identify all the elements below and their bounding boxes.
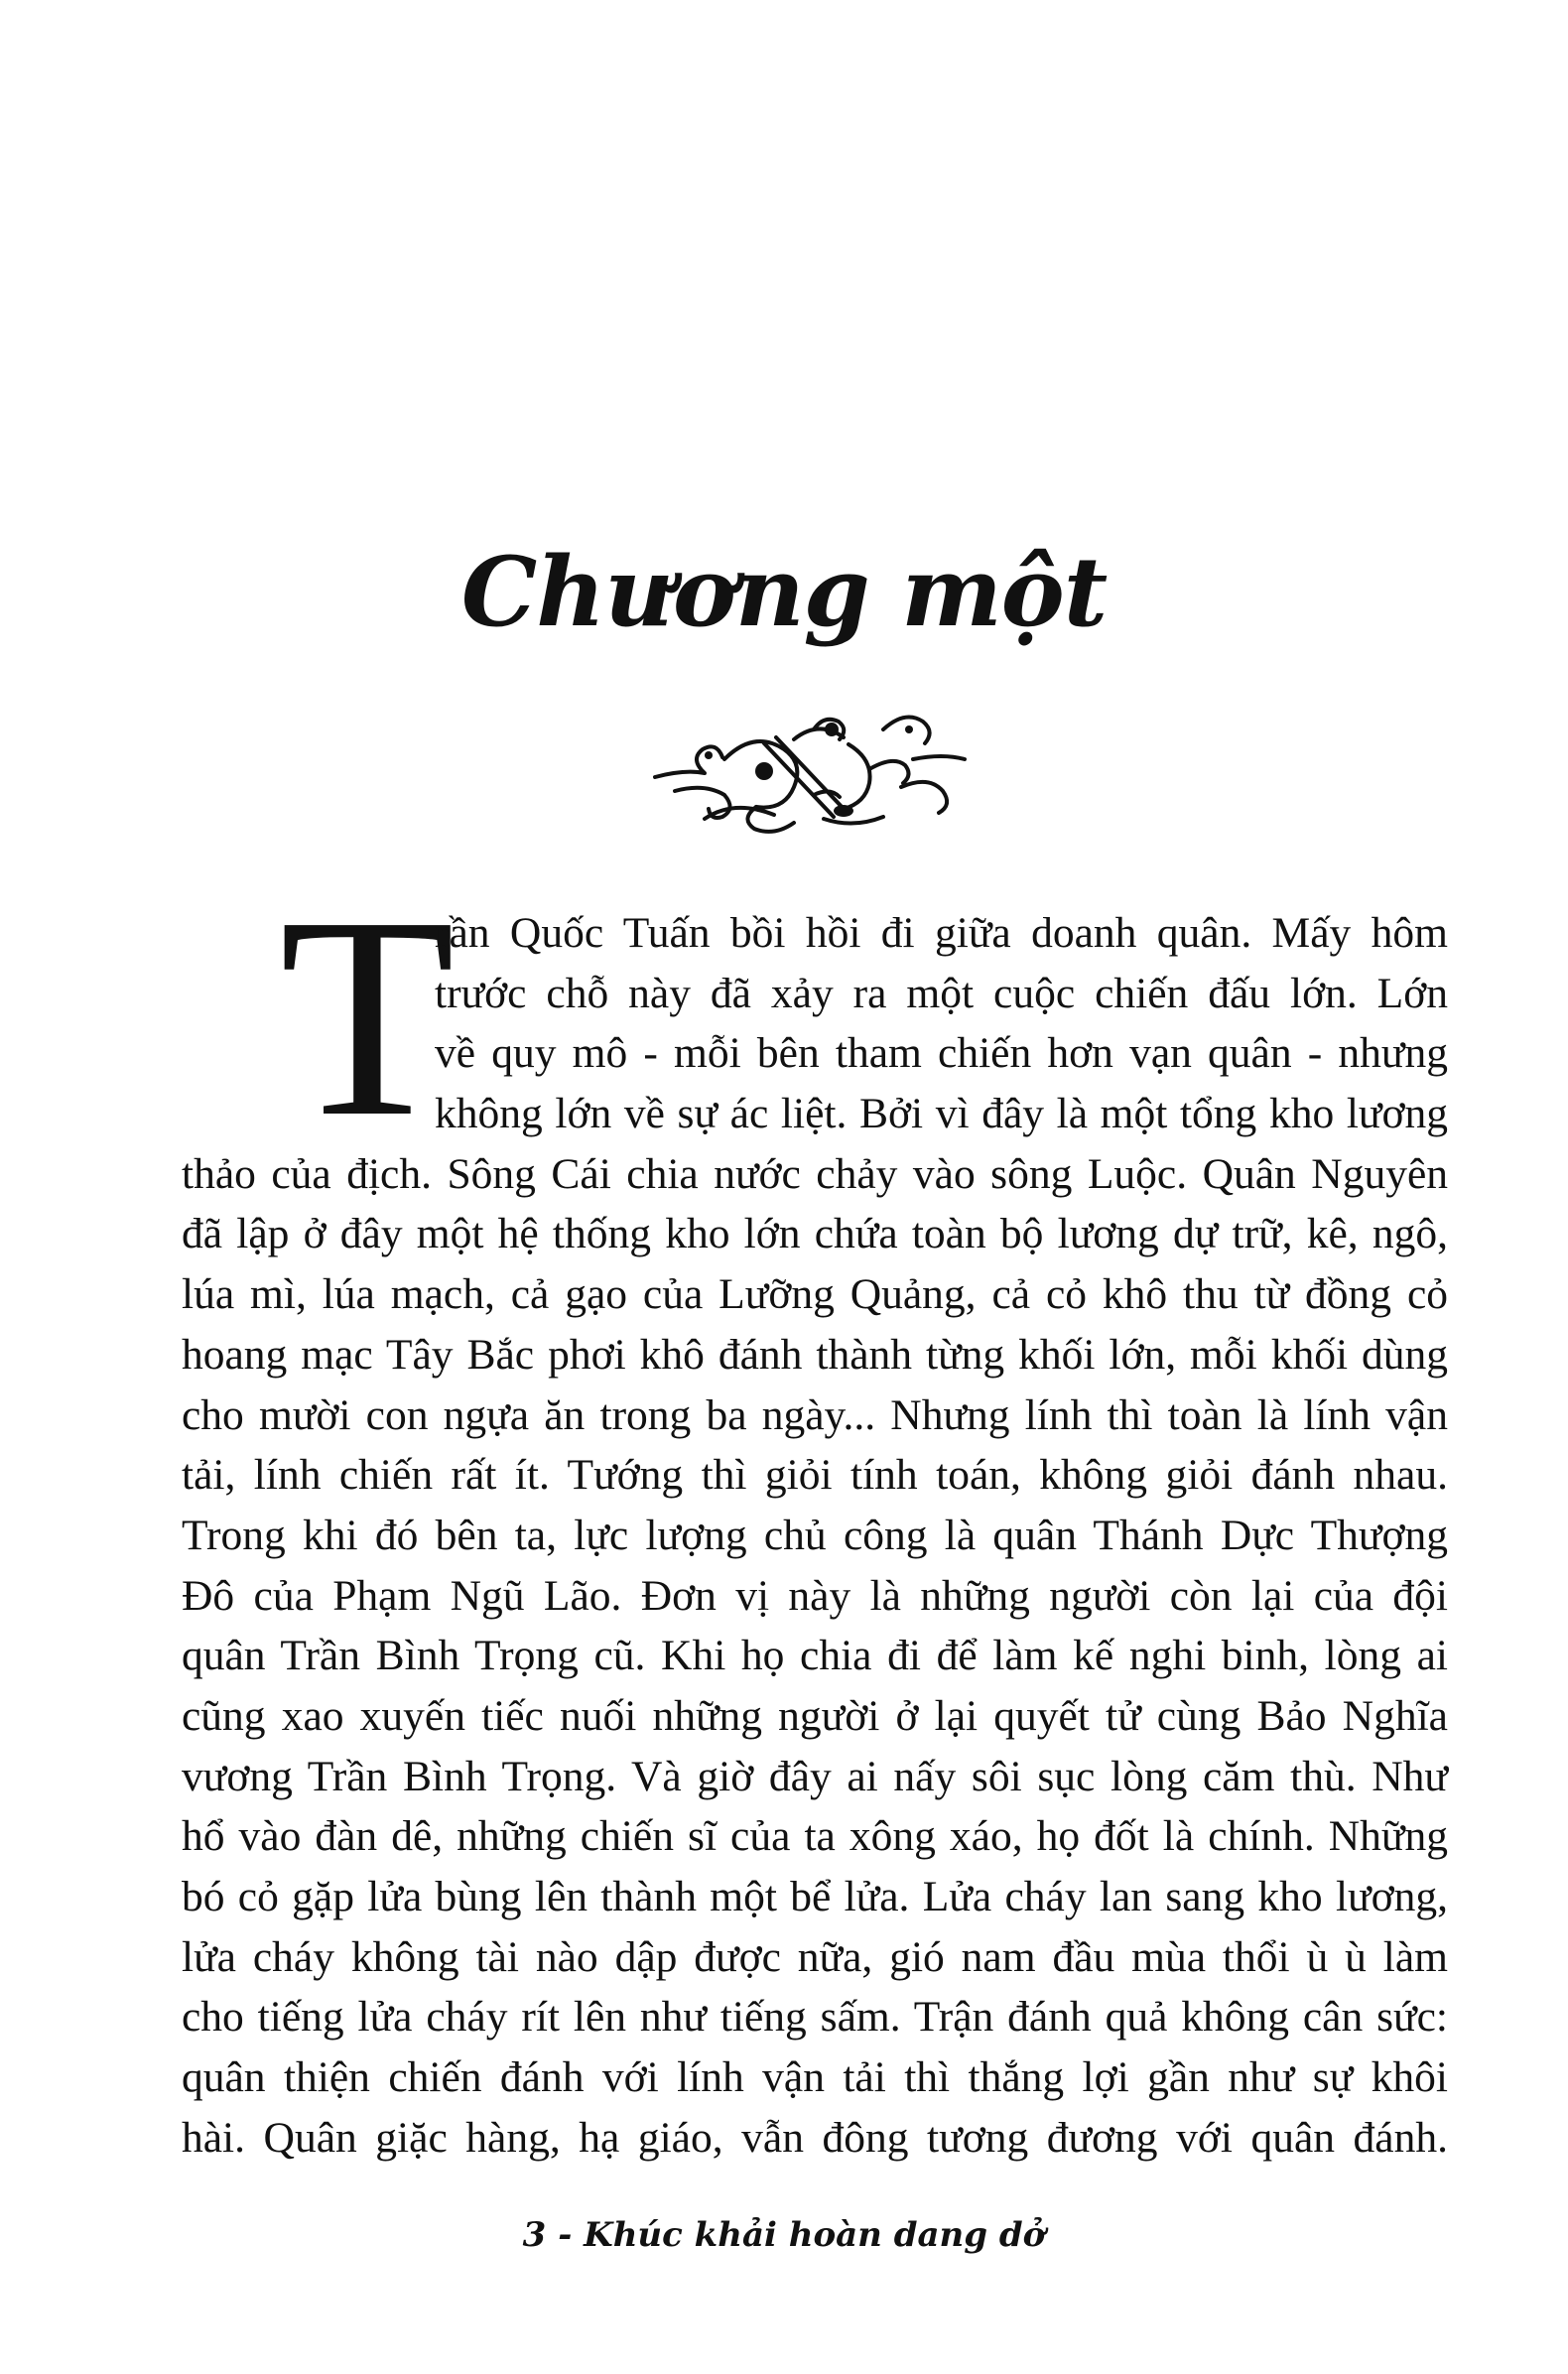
chapter-body-text — [182, 903, 1448, 2168]
text-line: Đô của Phạm Ngũ Lão. Đơn vị này là những người còn lại của đội — [182, 1571, 1448, 1620]
text-line: hổ vào đàn dê, những chiến sĩ của ta xông xáo, họ đốt là chính. Những — [182, 1812, 1448, 1861]
text-line: hài. Quân giặc hàng, hạ giáo, vẫn đông tương đương với quân đánh. — [182, 2113, 1448, 2162]
text-line: quân thiện chiến đánh với lính vận tải thì thắng lợi gần như sự khôi — [182, 2053, 1448, 2102]
text-line: lúa mì, lúa mạch, cả gạo của Lưỡng Quảng, cả cỏ khô thu từ đồng cỏ — [182, 1270, 1448, 1319]
text-line: thảo của địch. Sông Cái chia nước chảy vào sông Luộc. Quân Nguyên — [182, 1149, 1448, 1198]
dragon-ornament-icon — [645, 700, 973, 839]
text-line: rần Quốc Tuấn bồi hồi đi giữa doanh quân. Mấy hôm — [435, 909, 1448, 957]
text-line: đã lập ở đây một hệ thống kho lớn chứa toàn bộ lương dự trữ, kê, ngô, — [182, 1210, 1448, 1258]
text-line: cho mười con ngựa ăn trong ba ngày... Nhưng lính thì toàn là lính vận — [182, 1390, 1448, 1439]
text-line: về quy mô - mỗi bên tham chiến hơn vạn quân - nhưng — [435, 1029, 1448, 1078]
text-line: tải, lính chiến rất ít. Tướng thì giỏi tính toán, không giỏi đánh nhau. — [182, 1451, 1448, 1500]
text-line: trước chỗ này đã xảy ra một cuộc chiến đấu lớn. Lớn — [435, 969, 1448, 1017]
text-line: không lớn về sự ác liệt. Bởi vì đây là một tổng kho lương — [435, 1090, 1448, 1138]
text-line: vương Trần Bình Trọng. Và giờ đây ai nấy sôi sục lòng căm thù. Như — [182, 1752, 1448, 1800]
page-footer — [0, 2215, 1568, 2255]
running-title: Khúc khải hoàn dang dở — [584, 2215, 1046, 2255]
text-line: quân Trần Bình Trọng cũ. Khi họ chia đi để làm kế nghi binh, lòng ai — [182, 1632, 1448, 1680]
text-line: hoang mạc Tây Bắc phơi khô đánh thành từng khối lớn, mỗi khối dùng — [182, 1330, 1448, 1379]
chapter-title: Chương một — [460, 536, 1108, 648]
text-line: bó cỏ gặp lửa bùng lên thành một bể lửa. Lửa cháy lan sang kho lương, — [182, 1873, 1448, 1920]
page-number: 3 — [522, 2215, 547, 2255]
drop-cap-letter: T — [279, 857, 456, 1176]
text-line: cho tiếng lửa cháy rít lên như tiếng sấm. Trận đánh quả không cân sức: — [182, 1993, 1448, 2042]
text-line: lửa cháy không tài nào dập được nữa, gió nam đầu mùa thổi ù ù làm — [182, 1932, 1448, 1981]
text-line: Trong khi đó bên ta, lực lượng chủ công là quân Thánh Dực Thượng — [182, 1511, 1448, 1559]
footer-separator: - — [558, 2215, 573, 2255]
text-line: cũng xao xuyến tiếc nuối những người ở lại quyết tử cùng Bảo Nghĩa — [182, 1691, 1448, 1740]
